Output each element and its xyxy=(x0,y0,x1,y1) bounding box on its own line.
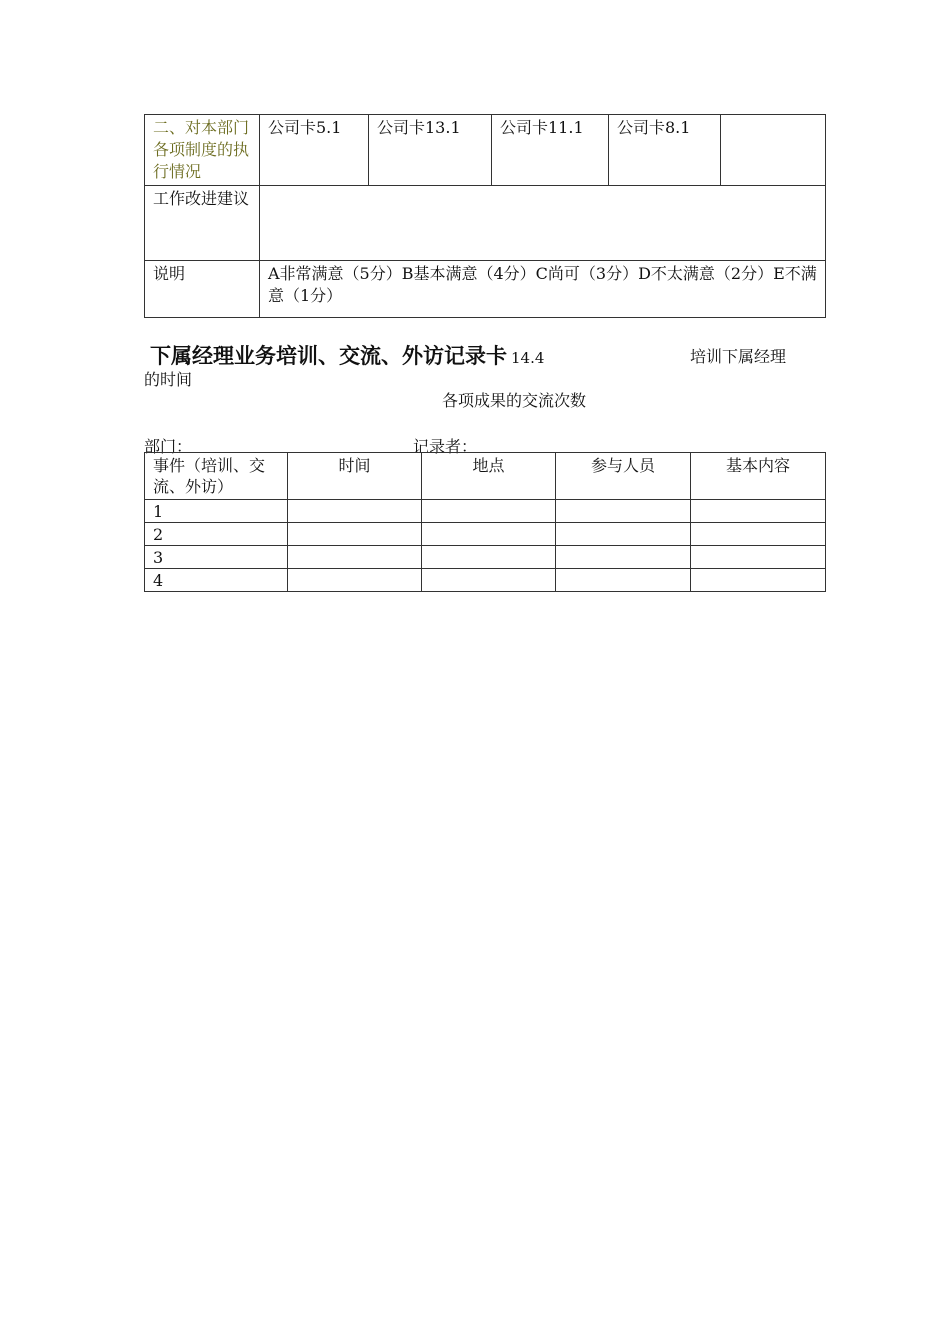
table-cell[interactable] xyxy=(691,546,826,569)
header-participants: 参与人员 xyxy=(556,453,691,500)
table-cell[interactable] xyxy=(691,523,826,546)
company-card-cell: 公司卡5.1 xyxy=(260,115,369,186)
header-event: 事件（培训、交流、外访） xyxy=(145,453,288,500)
table-cell[interactable] xyxy=(556,546,691,569)
header-content: 基本内容 xyxy=(691,453,826,500)
improvement-row xyxy=(145,186,826,261)
table-cell[interactable] xyxy=(288,523,422,546)
policy-execution-label: 二、对本部门各项制度的执行情况 xyxy=(145,115,260,186)
policy-execution-row xyxy=(145,115,826,186)
improvement-value xyxy=(260,186,826,261)
table-row xyxy=(145,569,826,592)
table-cell[interactable] xyxy=(691,569,826,592)
table-cell[interactable] xyxy=(422,546,556,569)
empty-cell xyxy=(721,115,826,186)
section-title-line xyxy=(150,340,544,370)
notes-row xyxy=(145,261,826,318)
row-number: 3 xyxy=(145,546,288,569)
table-cell[interactable] xyxy=(556,569,691,592)
table-cell[interactable] xyxy=(556,523,691,546)
notes-value: A非常满意（5分）B基本满意（4分）C尚可（3分）D不太满意（2分）E不满意（1分） xyxy=(260,261,826,318)
table-cell[interactable] xyxy=(288,569,422,592)
table-cell[interactable] xyxy=(288,546,422,569)
table-cell[interactable] xyxy=(422,523,556,546)
table-cell[interactable] xyxy=(556,500,691,523)
company-card-cell: 公司卡11.1 xyxy=(492,115,609,186)
table-row xyxy=(145,500,826,523)
record-table xyxy=(144,452,826,592)
table-cell[interactable] xyxy=(288,500,422,523)
notes-label: 说明 xyxy=(145,261,260,318)
header-location: 地点 xyxy=(422,453,556,500)
table-row xyxy=(145,523,826,546)
recorder-label: 记录者： xyxy=(413,437,478,456)
evaluation-table xyxy=(144,114,826,318)
table-cell[interactable] xyxy=(422,500,556,523)
section-right-text: 培训下属经理 xyxy=(690,347,787,366)
section-number: 14.4 xyxy=(511,349,545,367)
company-card-cell: 公司卡8.1 xyxy=(609,115,721,186)
table-cell[interactable] xyxy=(691,500,826,523)
department-label: 部门： xyxy=(144,437,193,456)
section-center-text: 各项成果的交流次数 xyxy=(442,391,587,410)
header-time: 时间 xyxy=(288,453,422,500)
company-card-cell: 公司卡13.1 xyxy=(369,115,492,186)
table-cell[interactable] xyxy=(422,569,556,592)
row-number: 1 xyxy=(145,500,288,523)
row-number: 2 xyxy=(145,523,288,546)
record-header-row xyxy=(145,453,826,500)
row-number: 4 xyxy=(145,569,288,592)
table-row xyxy=(145,546,826,569)
improvement-label: 工作改进建议 xyxy=(145,186,260,261)
section-title: 下属经理业务培训、交流、外访记录卡 xyxy=(150,344,507,368)
section-left-text: 的时间 xyxy=(144,370,193,389)
